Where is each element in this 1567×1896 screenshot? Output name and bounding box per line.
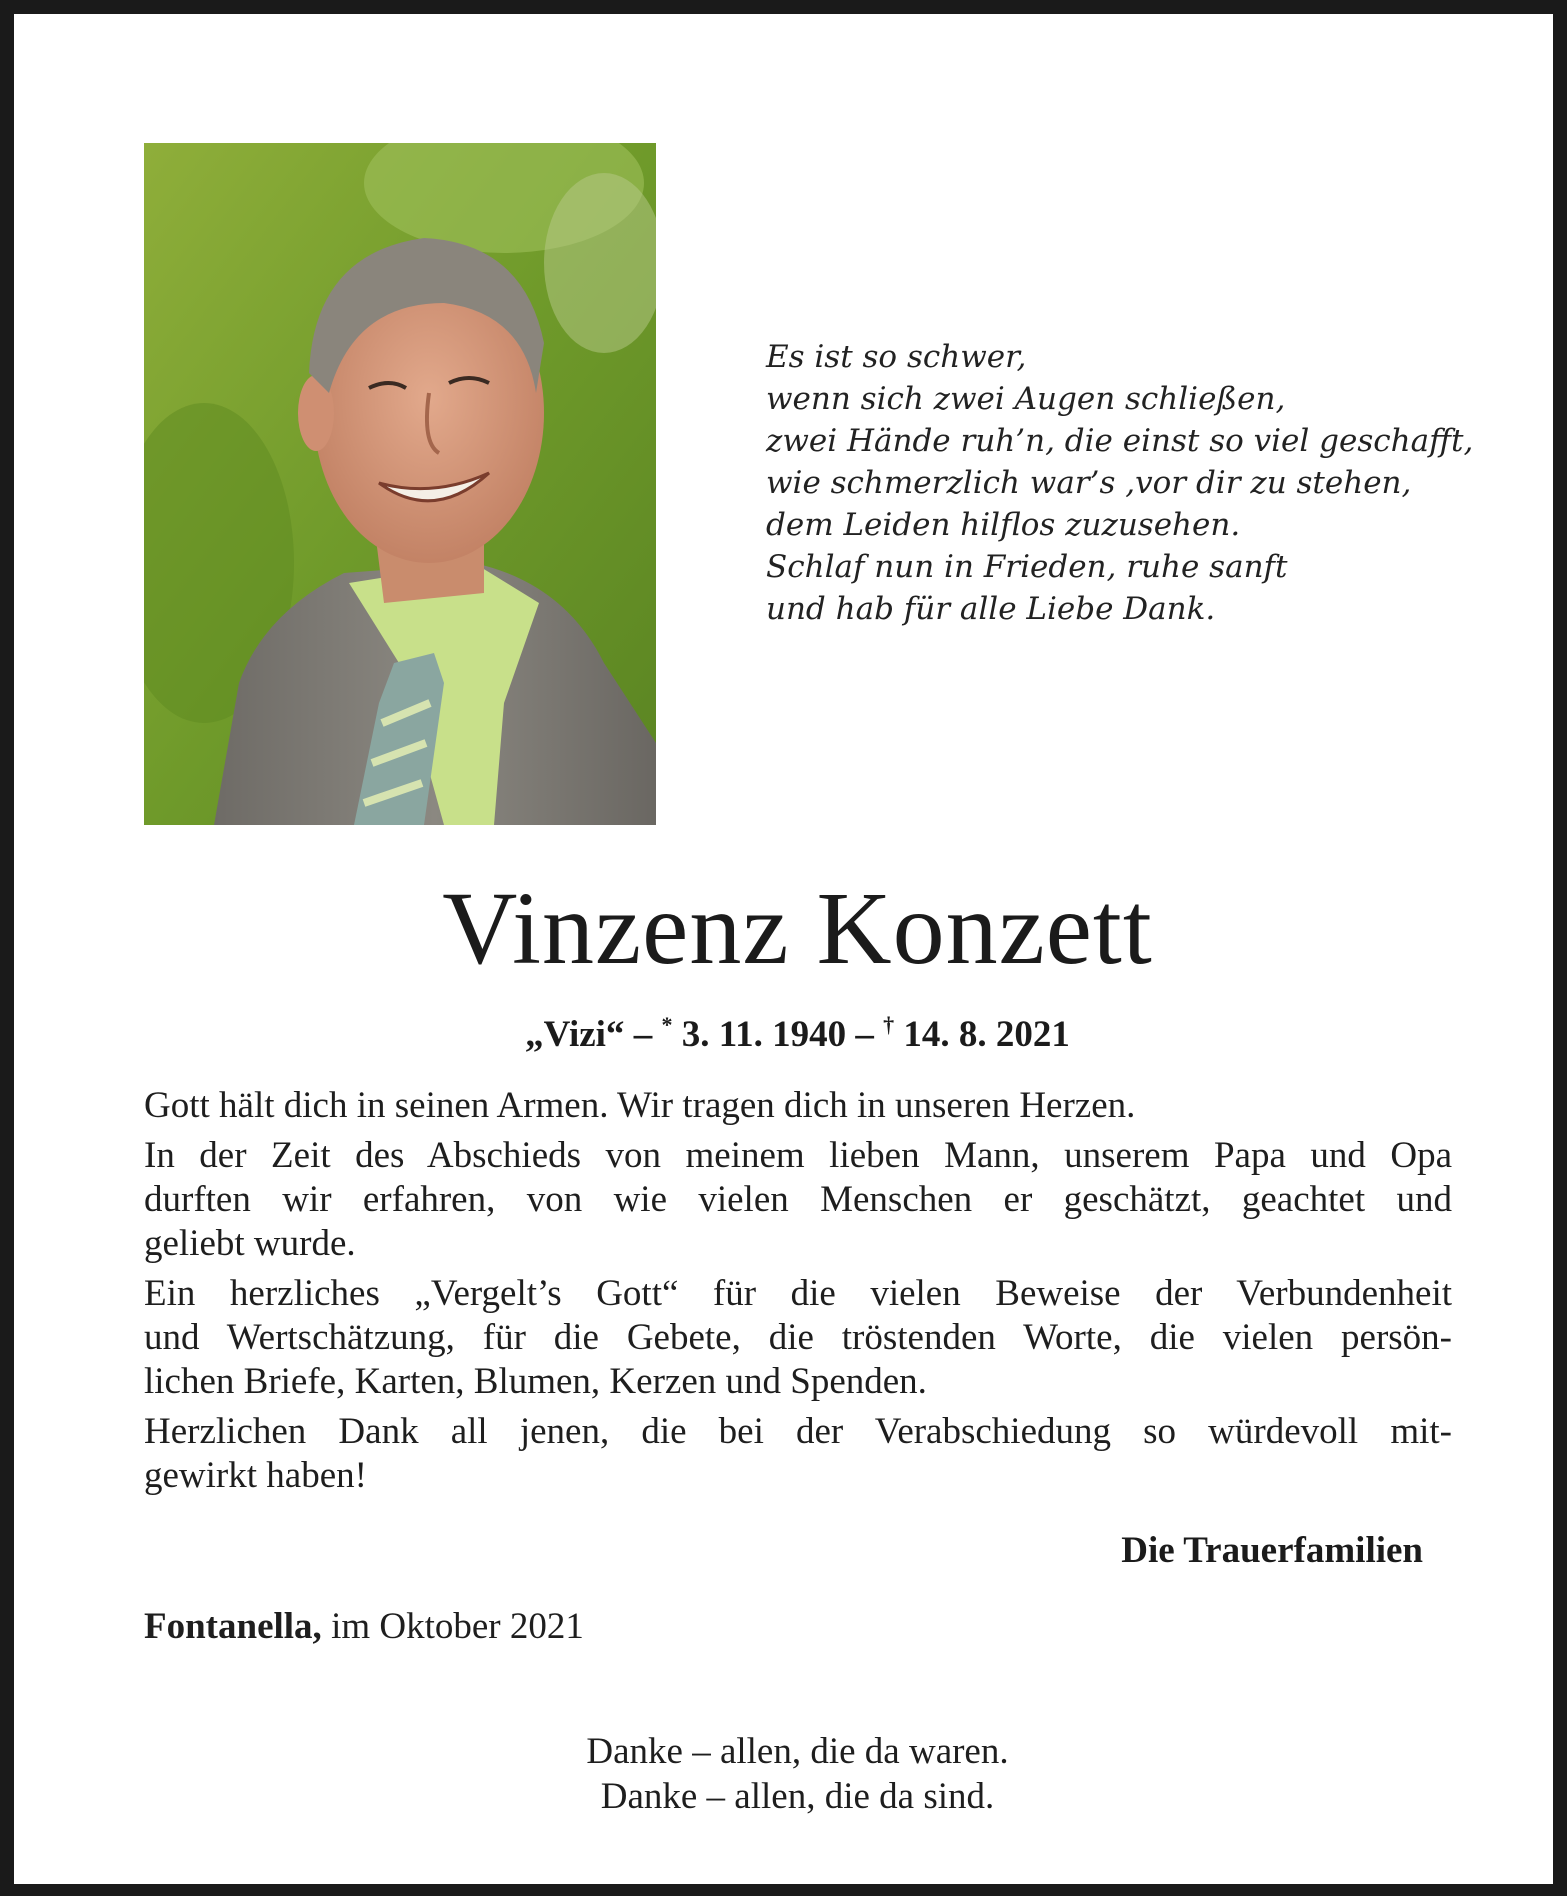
poem <box>766 336 1486 630</box>
text-line: Ein herzliches „Vergelt’s Gott“ für die vielen Beweise der Verbundenheit <box>144 1273 1452 1314</box>
text-line: In der Zeit des Abschieds von meinem lieben Mann, unserem Papa und Opa <box>144 1135 1452 1176</box>
poem-line: wie schmerzlich war’s ,vor dir zu stehen, <box>766 465 1412 501</box>
signature: Die Trauerfamilien <box>1121 1530 1423 1571</box>
date-separator: – <box>624 1014 662 1055</box>
deceased-name: Vinzenz Konzett <box>442 871 1153 986</box>
paragraph-1 <box>144 1084 1452 1128</box>
place-date-text: im Oktober 2021 <box>321 1606 584 1647</box>
paragraph-3 <box>144 1272 1452 1404</box>
thanks-line: Danke – allen, die da waren. <box>586 1731 1009 1772</box>
place-date <box>144 1604 584 1650</box>
text-line: gewirkt haben! <box>144 1455 367 1496</box>
thanks-line: Danke – allen, die da sind. <box>600 1776 995 1817</box>
death-date: 14. 8. 2021 <box>894 1014 1070 1055</box>
poem-line: dem Leiden hilflos zuzusehen. <box>766 507 1241 543</box>
date-separator: – <box>846 1014 884 1055</box>
life-dates <box>14 1002 1567 1058</box>
paragraph-2 <box>144 1134 1452 1266</box>
text-line: durften wir erfahren, von wie vielen Menschen er geschätzt, geachtet und <box>144 1179 1452 1220</box>
paragraph-4 <box>144 1410 1452 1498</box>
birth-symbol: * <box>661 1012 673 1037</box>
text-line: geliebt wurde. <box>144 1223 356 1264</box>
text-line: lichen Briefe, Karten, Blumen, Kerzen und Spenden. <box>144 1361 927 1402</box>
closing-thanks <box>14 1729 1567 1819</box>
portrait-photo <box>144 143 656 825</box>
portrait-illustration <box>144 143 656 825</box>
poem-line: zwei Hände ruh’n, die einst so viel geschafft, <box>766 423 1474 459</box>
text-line: Herzlichen Dank all jenen, die bei der Verabschiedung so würdevoll mit- <box>144 1411 1452 1452</box>
obituary-text <box>144 1084 1452 1504</box>
text-line: Gott hält dich in seinen Armen. Wir tragen dich in unseren Herzen. <box>144 1085 1136 1126</box>
place-town: Fontanella, <box>144 1606 322 1647</box>
birth-date: 3. 11. 1940 <box>672 1014 847 1055</box>
text-line: und Wertschätzung, für die Gebete, die tröstenden Worte, die vielen persön- <box>144 1317 1452 1358</box>
death-symbol: † <box>883 1012 895 1037</box>
poem-line: wenn sich zwei Augen schließen, <box>766 381 1286 417</box>
nickname: „Vizi“ <box>525 1014 625 1055</box>
poem-line: und hab für alle Liebe Dank. <box>766 591 1216 627</box>
poem-line: Schlaf nun in Frieden, ruhe sanft <box>766 549 1288 585</box>
poem-line: Es ist so schwer, <box>766 339 1027 375</box>
